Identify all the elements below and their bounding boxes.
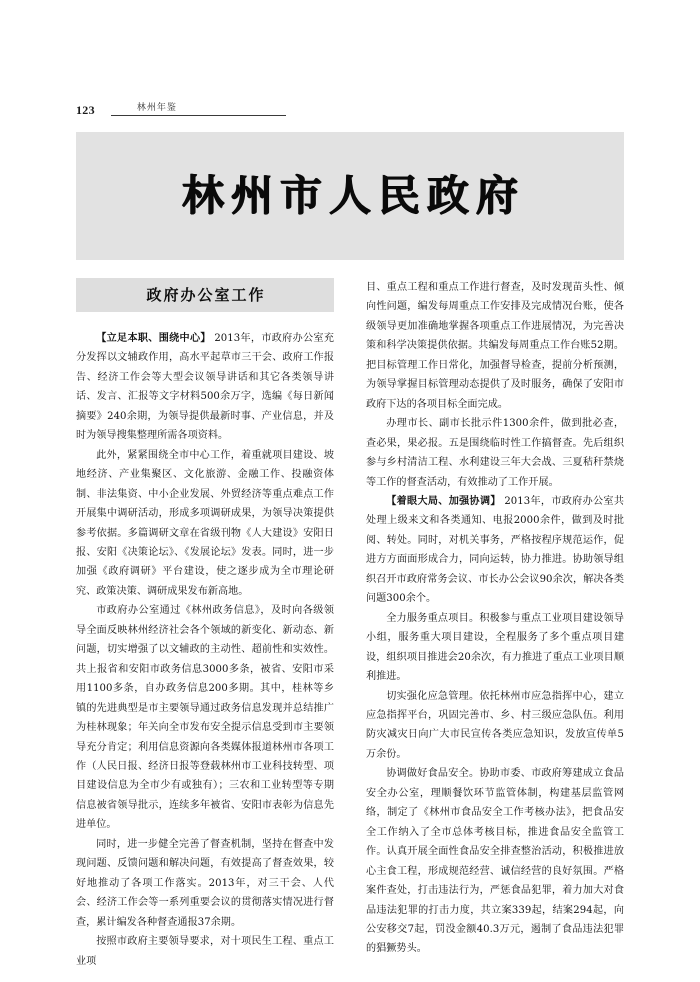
body-columns <box>76 278 624 967</box>
paragraph-text: 全力服务重点项目。积极参与重点工业项目建设领导小组，服务重大项目建设，全程服务了多个重点项目建设，组织项目推进会20余次，有力推进了重点工业项目顺利推进。 <box>366 612 624 683</box>
left-column-text <box>76 329 334 971</box>
section-header-bar <box>76 278 334 312</box>
paragraph <box>366 687 624 765</box>
paragraph-lead: 【着眼大局、加强协调】 <box>386 495 501 507</box>
page-title: 林州市人民政府 <box>181 171 525 220</box>
paragraph-text: 2013年，市政府办公室充分发挥以文辅政作用，高水平起草市三干会、政府工作报告、经济工作会等大型会议领导讲话和其它各类领导讲话、发言、汇报等文字材料500余万字，选编《每日新闻摘要》240余期，为领导提供最新时事、产业信息，并及时为领导搜集整理所需各项资料。 <box>76 333 334 442</box>
paragraph-text: 协调做好食品安全。协助市委、市政府筹建成立食品安全办公室，理顺餐饮环节监管体制，构建基层监管网络，制定了《林州市食品安全工作考核办法》，把食品安全工作纳入了全市总体考核目标，推进食品安全监管工作。认真开展全面性食品安全排查整治活动，积极推进放心主食工程，形成规范经营、诚信经营的良好氛围。严格案件查处，打击违法行为，严惩食品犯罪，着力加大对食品违法犯罪的打击力度，共立案339起，结案294起，向公安移交7起，罚没金额40.3万元，遏制了食品违法犯罪的猖獗势头。 <box>366 768 624 955</box>
paragraph <box>366 414 624 492</box>
left-column <box>76 278 334 971</box>
paragraph <box>76 932 334 971</box>
paragraph-text: 此外，紧紧围绕全市中心工作，着重就项目建设、坡地经济、产业集聚区、文化旅游、金融工作、投融资体制、非法集资、中小企业发展、外贸经济等重点难点工作开展集中调研活动，形成多项调研成果，为领导决策提供参考依据。多篇调研文章在省级刊物《人大建设》安阳日报、安阳《决策论坛》、《发展论坛》发表。同时，进一步加强《政府调研》平台建设，使之逐步成为全市理论研究、政策决策、调研成果发布新高地。 <box>76 449 334 597</box>
paragraph-text: 2013年，市政府办公室共处理上级来文和各类通知、电报2000余件，做到及时批阅、转处。同时，对机关事务，严格按程序规范运作，促进方方面面形成合力，同向运转，协力推进。协助领导组织召开市政府常务会议、市长办公会议90余次，解决各类问题300余个。 <box>366 495 624 605</box>
page-number: 123 <box>76 103 95 117</box>
book-title: 林州年鉴 <box>136 103 177 113</box>
paragraph <box>366 278 624 414</box>
paragraph-text: 切实强化应急管理。依托林州市应急指挥中心，建立应急指挥平台，巩固完善市、乡、村三级应急队伍。利用防灾减灾日向广大市民宣传各类应急知识，发放宣传单5万余份。 <box>366 690 624 760</box>
title-banner <box>76 132 624 260</box>
paragraph <box>76 601 334 834</box>
paragraph <box>366 492 624 609</box>
paragraph <box>76 835 334 932</box>
paragraph-text: 办理市长、副市长批示件1300余件，做到批必查，查必果，果必报。五是围绕临时性工作搞督查。先后组织参与乡村清洁工程、水利建设三年大会战、三夏秸秆禁烧等工作的督查活动，有效推动了工作开展。 <box>366 418 624 488</box>
paragraph <box>76 446 334 602</box>
paragraph-text: 市政府办公室通过《林州政务信息》，及时向各级领导全面反映林州经济社会各个领域的新变化、新动态、新问题，切实增强了以文辅政的主动性、超前性和实效性。共上报省和安阳市政务信息3000多条，被省、安阳市采用1100多条，自办政务信息200多期。其中，桂林等乡镇的先进典型是市主要领导通过政务信息发现并总结推广为桂林现象；年关向全市发布安全提示信息受到市主要领导充分肯定；利用信息资源向各类媒体报道林州市各项工作（人民日报、经济日报等登载林州市工业科技转型、项目建设信息为全市少有或独有）；三农和工业转型等专期信息被省领导批示，连续多年被省、安阳市表彰为信息先进单位。 <box>76 605 334 831</box>
right-column-text <box>366 278 624 959</box>
paragraph <box>76 329 334 446</box>
right-column <box>366 278 624 959</box>
header-divider <box>111 115 286 116</box>
paragraph <box>366 764 624 959</box>
paragraph-lead: 【立足本职、围绕中心】 <box>96 333 211 344</box>
paragraph-text: 同时，进一步健全完善了督查机制，坚持在督查中发现问题、反馈问题和解决问题，有效提高了督查效果，较好地推动了各项工作落实。2013年，对三干会、人代会、经济工作会等一系列重要会议的贯彻落实情况进行督查，累计编发各种督查通报37余期。 <box>76 838 334 928</box>
running-header <box>76 96 286 116</box>
section-title: 政府办公室工作 <box>146 285 266 304</box>
paragraph <box>366 609 624 687</box>
paragraph-text: 按照市政府主要领导要求，对十项民生工程、重点工业项 <box>76 936 334 967</box>
paragraph-text: 目、重点工程和重点工作进行督查，及时发现苗头性、倾向性问题，编发每周重点工作安排及完成情况台账，使各级领导更加准确地掌握各项重点工作进展情况，为完善决策和科学决策提供依据。共编发每周重点工作台账52期。把目标管理工作日常化，加强督导检查，提前分析预测，为领导掌握目标管理动态提供了及时服务，确保了安阳市政府下达的各项目标全面完成。 <box>366 282 624 410</box>
header-rule-wrapper <box>111 100 286 116</box>
